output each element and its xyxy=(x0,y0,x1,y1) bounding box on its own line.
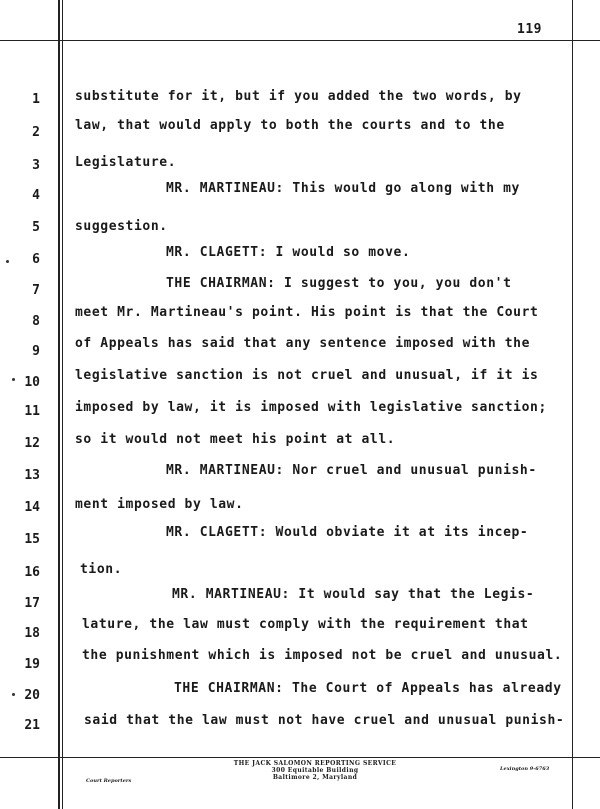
line-number-9: 9 xyxy=(32,344,40,359)
transcript-line: legislative sanction is not cruel and unusual, if it is xyxy=(75,368,539,383)
transcript-line: THE CHAIRMAN: The Court of Appeals has already xyxy=(174,681,562,696)
line-number-18: 18 xyxy=(24,626,40,641)
line-number-17: 17 xyxy=(24,596,40,611)
header-rule xyxy=(0,40,600,41)
transcript-line: MR. MARTINEAU: This would go along with my xyxy=(166,181,520,196)
line-number-8: 8 xyxy=(32,314,40,329)
transcript-line: meet Mr. Martineau's point. His point is that the Court xyxy=(75,305,539,320)
line-number-16: 16 xyxy=(24,565,40,580)
line-number-15: 15 xyxy=(24,532,40,547)
page-number: 119 xyxy=(517,22,542,37)
footer-building: 300 Equitable Building xyxy=(271,767,359,774)
line-number-5: 5 xyxy=(32,220,40,235)
transcript-line: so it would not meet his point at all. xyxy=(75,432,396,447)
transcript-line: MR. MARTINEAU: Nor cruel and unusual punish- xyxy=(166,463,537,478)
footer-city: Baltimore 2, Maryland xyxy=(272,774,358,781)
line-number-6: 6 xyxy=(32,252,40,267)
transcript-line: MR. CLAGETT: I would so move. xyxy=(166,245,411,260)
line-number-2: 2 xyxy=(32,125,40,140)
line-number-21: 21 xyxy=(24,718,40,733)
transcript-line: said that the law must not have cruel and unusual punish- xyxy=(84,713,565,728)
transcript-line: of Appeals has said that any sentence imposed with the xyxy=(75,336,531,351)
transcript-line: suggestion. xyxy=(75,219,168,234)
transcript-line: ment imposed by law. xyxy=(75,497,244,512)
transcript-line: MR. CLAGETT: Would obviate it at its incep- xyxy=(166,525,529,540)
left-margin-rule-inner xyxy=(62,0,63,809)
right-margin-rule xyxy=(572,0,573,809)
transcript-line: Legislature. xyxy=(75,155,177,170)
transcript-line: the punishment which is imposed not be cruel and unusual. xyxy=(82,648,563,663)
line-number-12: 12 xyxy=(24,436,40,451)
line-number-19: 19 xyxy=(24,657,40,672)
footer-rule xyxy=(0,757,600,758)
reporting-service-footer xyxy=(200,760,430,781)
transcript-line: law, that would apply to both the courts and to the xyxy=(75,118,505,133)
footer-service-name: THE JACK SALOMON REPORTING SERVICE xyxy=(233,760,397,767)
line-number-4: 4 xyxy=(32,188,40,203)
line-number-10: 10 xyxy=(24,375,40,390)
line-number-3: 3 xyxy=(32,158,40,173)
transcript-line: MR. MARTINEAU: It would say that the Legis- xyxy=(172,587,535,602)
line-number-13: 13 xyxy=(24,468,40,483)
line-number-7: 7 xyxy=(32,283,40,298)
footer-phone: Lexington 9-6763 xyxy=(500,766,550,772)
transcript-line: tion. xyxy=(80,562,123,577)
line-number-1: 1 xyxy=(32,92,40,107)
line-number-11: 11 xyxy=(24,404,40,419)
footer-court-reporters: Court Reporters xyxy=(86,778,132,784)
transcript-line: imposed by law, it is imposed with legislative sanction; xyxy=(75,400,547,415)
transcript-line: lature, the law must comply with the requirement that xyxy=(82,617,529,632)
left-margin-rule xyxy=(58,0,60,809)
line-number-20: 20 xyxy=(24,688,40,703)
transcript-line: THE CHAIRMAN: I suggest to you, you don't xyxy=(166,276,512,291)
line-number-14: 14 xyxy=(24,500,40,515)
transcript-line: substitute for it, but if you added the two words, by xyxy=(75,89,522,104)
